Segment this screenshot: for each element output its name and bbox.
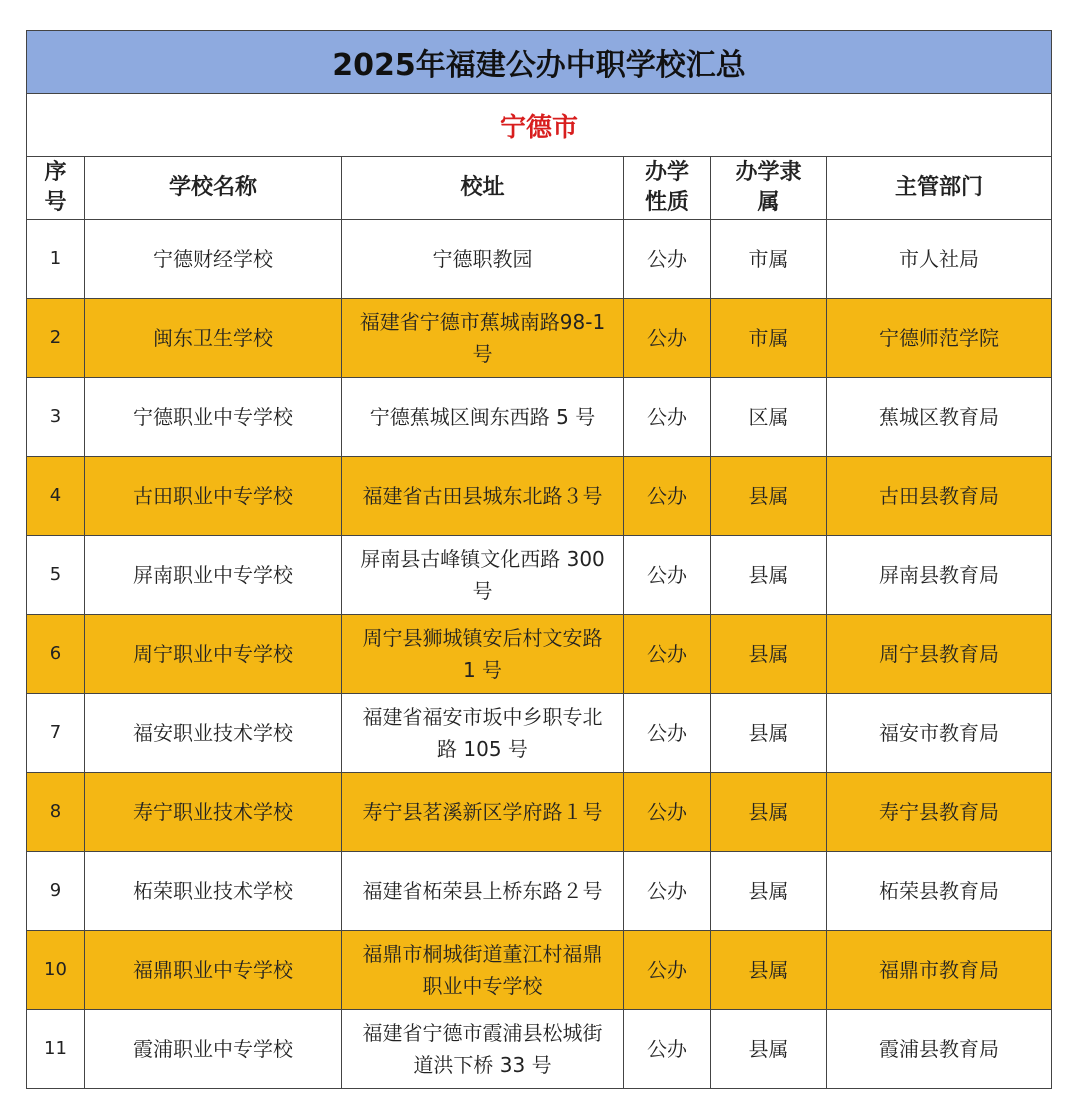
cell-department: 市人社局: [827, 220, 1052, 299]
cell-nature: 公办: [624, 852, 711, 931]
cell-affiliation: 县属: [711, 1010, 827, 1089]
table-title: 2025年福建公办中职学校汇总: [27, 31, 1052, 94]
cell-nature: 公办: [624, 378, 711, 457]
cell-index: 4: [27, 457, 85, 536]
cell-department: 周宁县教育局: [827, 615, 1052, 694]
cell-index: 1: [27, 220, 85, 299]
header-index: 序号: [27, 157, 85, 220]
cell-index: 8: [27, 773, 85, 852]
cell-index: 10: [27, 931, 85, 1010]
cell-affiliation: 市属: [711, 299, 827, 378]
header-affiliation: 办学隶属: [711, 157, 827, 220]
title-row: [27, 31, 1052, 94]
table-row: [27, 220, 1052, 299]
cell-name: 福安职业技术学校: [85, 694, 342, 773]
school-table: [26, 30, 1052, 1089]
cell-nature: 公办: [624, 773, 711, 852]
cell-department: 福鼎市教育局: [827, 931, 1052, 1010]
cell-nature: 公办: [624, 694, 711, 773]
cell-address: 屏南县古峰镇文化西路 300 号: [342, 536, 624, 615]
cell-department: 古田县教育局: [827, 457, 1052, 536]
header-nature: 办学性质: [624, 157, 711, 220]
cell-address: 宁德蕉城区闽东西路 5 号: [342, 378, 624, 457]
cell-name: 闽东卫生学校: [85, 299, 342, 378]
table-row: [27, 299, 1052, 378]
table-row: [27, 931, 1052, 1010]
cell-name: 宁德职业中专学校: [85, 378, 342, 457]
cell-affiliation: 区属: [711, 378, 827, 457]
cell-affiliation: 县属: [711, 852, 827, 931]
table-row: [27, 615, 1052, 694]
table-row: [27, 852, 1052, 931]
cell-index: 5: [27, 536, 85, 615]
cell-name: 寿宁职业技术学校: [85, 773, 342, 852]
cell-name: 屏南职业中专学校: [85, 536, 342, 615]
cell-index: 6: [27, 615, 85, 694]
cell-address: 福建省福安市坂中乡职专北路 105 号: [342, 694, 624, 773]
cell-department: 寿宁县教育局: [827, 773, 1052, 852]
cell-index: 3: [27, 378, 85, 457]
cell-department: 柘荣县教育局: [827, 852, 1052, 931]
table-row: [27, 773, 1052, 852]
cell-address: 福建省宁德市霞浦县松城街道洪下桥 33 号: [342, 1010, 624, 1089]
cell-nature: 公办: [624, 220, 711, 299]
table-body: [27, 220, 1052, 1089]
cell-department: 福安市教育局: [827, 694, 1052, 773]
cell-address: 福建省宁德市蕉城南路98-1 号: [342, 299, 624, 378]
cell-affiliation: 县属: [711, 615, 827, 694]
cell-address: 寿宁县茗溪新区学府路１号: [342, 773, 624, 852]
cell-department: 屏南县教育局: [827, 536, 1052, 615]
cell-affiliation: 县属: [711, 931, 827, 1010]
cell-name: 福鼎职业中专学校: [85, 931, 342, 1010]
cell-name: 宁德财经学校: [85, 220, 342, 299]
cell-address: 福鼎市桐城街道董江村福鼎职业中专学校: [342, 931, 624, 1010]
cell-department: 霞浦县教育局: [827, 1010, 1052, 1089]
city-row: [27, 94, 1052, 157]
cell-nature: 公办: [624, 457, 711, 536]
header-name: 学校名称: [85, 157, 342, 220]
cell-department: 蕉城区教育局: [827, 378, 1052, 457]
table-row: [27, 536, 1052, 615]
table-row: [27, 1010, 1052, 1089]
table-row: [27, 457, 1052, 536]
cell-nature: 公办: [624, 615, 711, 694]
cell-affiliation: 县属: [711, 694, 827, 773]
cell-affiliation: 县属: [711, 536, 827, 615]
cell-nature: 公办: [624, 536, 711, 615]
cell-index: 11: [27, 1010, 85, 1089]
cell-name: 古田职业中专学校: [85, 457, 342, 536]
cell-index: 7: [27, 694, 85, 773]
cell-address: 福建省柘荣县上桥东路２号: [342, 852, 624, 931]
cell-affiliation: 县属: [711, 773, 827, 852]
cell-address: 宁德职教园: [342, 220, 624, 299]
cell-affiliation: 县属: [711, 457, 827, 536]
cell-affiliation: 市属: [711, 220, 827, 299]
cell-name: 霞浦职业中专学校: [85, 1010, 342, 1089]
table-row: [27, 694, 1052, 773]
cell-index: 2: [27, 299, 85, 378]
cell-address: 周宁县狮城镇安后村文安路 1 号: [342, 615, 624, 694]
city-heading: 宁德市: [27, 94, 1052, 157]
header-department: 主管部门: [827, 157, 1052, 220]
cell-address: 福建省古田县城东北路３号: [342, 457, 624, 536]
cell-nature: 公办: [624, 1010, 711, 1089]
header-row: [27, 157, 1052, 220]
table-row: [27, 378, 1052, 457]
cell-name: 周宁职业中专学校: [85, 615, 342, 694]
cell-nature: 公办: [624, 931, 711, 1010]
cell-index: 9: [27, 852, 85, 931]
cell-nature: 公办: [624, 299, 711, 378]
cell-department: 宁德师范学院: [827, 299, 1052, 378]
header-address: 校址: [342, 157, 624, 220]
cell-name: 柘荣职业技术学校: [85, 852, 342, 931]
